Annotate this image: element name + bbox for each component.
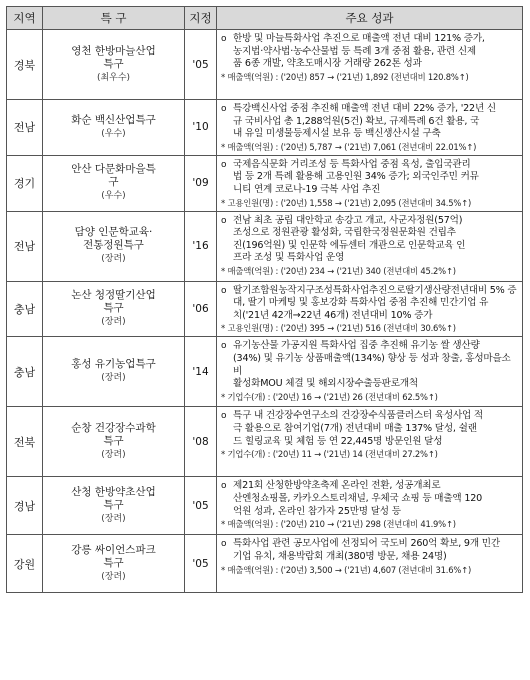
zone-grade: (장려) xyxy=(101,373,126,384)
result-bullet xyxy=(221,33,518,71)
result-text: 제21회 산청한방약초축제 온라인 전환, 성공개최로 산엔청쇼핑몰, 카카오스토리채널, 우체국 쇼핑 등 매출액 120 억원 성과, 온라인 참가자 25만명 달성 등 xyxy=(233,480,483,517)
zone-name: 담양 인문학교육· 전통정원특구 xyxy=(74,226,153,252)
header-zone: 특 구 xyxy=(43,7,185,30)
result-bullet xyxy=(221,103,518,141)
zone-name: 순창 건강장수과학 특구 xyxy=(71,421,156,447)
table-row xyxy=(7,281,523,337)
results-cell xyxy=(217,211,523,281)
results-cell xyxy=(217,337,523,407)
result-text: 유기농산물 가공지원 특화사업 집중 추진해 유기농 쌀 생산량 (34%) 및 유기농 상품매출액(134%) 향상 등 성과 창출, 홍성마을소비 활성화MOU 체결 및 해외시장수출등판로개척 xyxy=(233,340,511,390)
header-region: 지역 xyxy=(7,7,43,30)
results-cell xyxy=(217,407,523,477)
result-metric-note: * 기업수(개) : ('20년) 11 → ('21년) 14 (전년대비 27.2%↑) xyxy=(221,449,438,460)
result-metric-note: * 매출액(억원) : ('20년) 210 → ('21년) 298 (전년대비 41.9%↑) xyxy=(221,519,456,530)
circle-bullet-icon: o xyxy=(221,341,227,352)
results-cell xyxy=(217,155,523,211)
zone-name: 홍성 유기농업특구 xyxy=(71,358,156,371)
table-row xyxy=(7,477,523,535)
zone-name: 안산 다문화마을특 구 xyxy=(71,163,156,189)
header-results: 주요 성과 xyxy=(217,7,523,30)
circle-bullet-icon: o xyxy=(221,159,227,170)
result-text: 전남 최초 공립 대안학교 송강고 개교, 사군자정원(57억) 조성으로 정원관광 활성화, 국립한국정원문화원 건립추 진(196억원) 및 인문학 에듀센터 개관으로 인문학교육 인 프라 조성 및 특화사업 운영 xyxy=(233,214,466,264)
results-cell xyxy=(217,477,523,535)
zone-grade: (우수) xyxy=(101,128,126,139)
zone-cell xyxy=(43,535,185,593)
result-bullet xyxy=(221,410,518,448)
result-text: 딸기조합원농작지구조성특화사업추진으로딸기생산량전년대비 5% 증 대, 딸기 마케팅 및 홍보강화 특화사업 중점 추진해 민간기업 유 치('21년 42개→22년 46개) 전년대비 10% 증가 xyxy=(233,284,517,321)
result-metric-note: * 매출액(억원) : ('20년) 857 → ('21년) 1,892 (전년대비 120.8%↑) xyxy=(221,71,469,82)
zone-cell xyxy=(43,155,185,211)
region-cell: 전남 xyxy=(7,100,43,156)
zone-cell xyxy=(43,211,185,281)
result-metric-note: * 고용인원(명) : ('20년) 395 → ('21년) 516 (전년대비 30.6%↑) xyxy=(221,323,456,334)
zone-grade: (우수) xyxy=(101,191,126,202)
designation-year-cell: '06 xyxy=(185,281,217,337)
zone-cell xyxy=(43,30,185,100)
circle-bullet-icon: o xyxy=(221,215,227,226)
zone-grade: (최우수) xyxy=(96,72,131,83)
circle-bullet-icon: o xyxy=(221,481,227,492)
table-row xyxy=(7,100,523,156)
designation-year-cell: '14 xyxy=(185,337,217,407)
zone-grade: (장려) xyxy=(101,571,126,582)
result-text: 특강백신사업 중점 추진해 매출액 전년 대비 22% 증가, '22년 신 규 국비사업 총 1,288억원(5건) 확보, 규제특례 6건 활용, 국 내 유일 미생물등제시설 보유 등 백신생산시설 구축 xyxy=(233,103,496,140)
table-header-row xyxy=(7,7,523,30)
result-metric-note: * 매출액(억원) : ('20년) 234 → ('21년) 340 (전년대비 45.2%↑) xyxy=(221,265,456,276)
zone-name: 논산 청정딸기산업 특구 xyxy=(71,288,156,314)
zone-name: 강릉 싸이언스파크 특구 xyxy=(71,543,156,569)
result-bullet xyxy=(221,340,518,390)
circle-bullet-icon: o xyxy=(221,411,227,422)
zone-grade: (장려) xyxy=(101,254,126,265)
zone-cell xyxy=(43,477,185,535)
circle-bullet-icon: o xyxy=(221,285,227,296)
result-text: 특화사업 관련 공모사업에 선정되어 국도비 260억 확보, 9개 민간 기업 유치, 채용박람회 개최(380명 방문, 채용 24명) xyxy=(233,538,500,562)
region-cell: 강원 xyxy=(7,535,43,593)
result-text: 특구 내 건강장수연구소의 건강장수식품클러스터 육성사업 적 극 활용으로 참여기업(7개) 전년대비 매출 137% 달성, 쉴랜 드 힐링교육 및 체험 등 연 22,445명 방문인원 달성 xyxy=(233,410,484,447)
region-cell: 충남 xyxy=(7,337,43,407)
designation-year-cell: '08 xyxy=(185,407,217,477)
region-cell: 경남 xyxy=(7,477,43,535)
region-cell: 충남 xyxy=(7,281,43,337)
region-cell: 경북 xyxy=(7,30,43,100)
zone-name: 산청 한방약초산업 특구 xyxy=(71,485,156,511)
zone-cell xyxy=(43,100,185,156)
result-metric-note: * 고용인원(명) : ('20년) 1,558 → ('21년) 2,095 (전년대비 34.5%↑) xyxy=(221,197,472,208)
special-zone-table-container xyxy=(6,6,522,593)
table-row xyxy=(7,211,523,281)
designation-year-cell: '05 xyxy=(185,30,217,100)
zone-cell xyxy=(43,281,185,337)
designation-year-cell: '05 xyxy=(185,535,217,593)
special-zone-performance-table xyxy=(6,6,523,593)
zone-cell xyxy=(43,407,185,477)
result-bullet xyxy=(221,480,518,518)
result-bullet xyxy=(221,285,518,323)
designation-year-cell: '09 xyxy=(185,155,217,211)
result-metric-note: * 매출액(억원) : ('20년) 3,500 → ('21년) 4,607 (전년대비 31.6%↑) xyxy=(221,564,472,575)
circle-bullet-icon: o xyxy=(221,539,227,550)
results-cell xyxy=(217,281,523,337)
designation-year-cell: '05 xyxy=(185,477,217,535)
results-cell xyxy=(217,535,523,593)
designation-year-cell: '10 xyxy=(185,100,217,156)
result-bullet xyxy=(221,159,518,197)
result-bullet xyxy=(221,215,518,265)
results-cell xyxy=(217,100,523,156)
circle-bullet-icon: o xyxy=(221,104,227,114)
zone-name: 화순 백신산업특구 xyxy=(71,113,156,126)
zone-grade: (장려) xyxy=(101,316,126,327)
table-row xyxy=(7,155,523,211)
designation-year-cell: '16 xyxy=(185,211,217,281)
table-row xyxy=(7,30,523,100)
results-cell xyxy=(217,30,523,100)
result-metric-note: * 기업수(개) : ('20년) 16 → ('21년) 26 (전년대비 62.5%↑) xyxy=(221,391,438,402)
table-row xyxy=(7,535,523,593)
zone-grade: (장려) xyxy=(101,449,126,460)
zone-grade: (장려) xyxy=(101,513,126,524)
result-metric-note: * 매출액(억원) : ('20년) 5,787 → ('21년) 7,061 (전년대비 22.01%↑) xyxy=(221,141,477,152)
region-cell: 경기 xyxy=(7,155,43,211)
region-cell: 전북 xyxy=(7,407,43,477)
circle-bullet-icon: o xyxy=(221,34,227,44)
zone-name: 영천 한방마늘산업 특구 xyxy=(71,44,156,70)
table-row xyxy=(7,407,523,477)
result-text: 한방 및 마늘특화사업 추진으로 매출액 전년 대비 121% 증가, 농지법·약사법·농수산물법 등 특례 3개 중점 활용, 관련 신제 품 6종 개발, 약초도매시장 거래량 262톤 성과 xyxy=(233,33,485,70)
region-cell: 전남 xyxy=(7,211,43,281)
result-text: 국제음식문화 거리조성 등 특화사업 중점 육성, 출입국관리 법 등 2개 특례 활용해 고용인원 34% 증가; 외국인주민 커뮤 니티 연계 코로나-19 극복 사업 추진 xyxy=(233,158,479,195)
result-bullet xyxy=(221,538,518,563)
header-designation: 지정 xyxy=(185,7,217,30)
table-row xyxy=(7,337,523,407)
zone-cell xyxy=(43,337,185,407)
